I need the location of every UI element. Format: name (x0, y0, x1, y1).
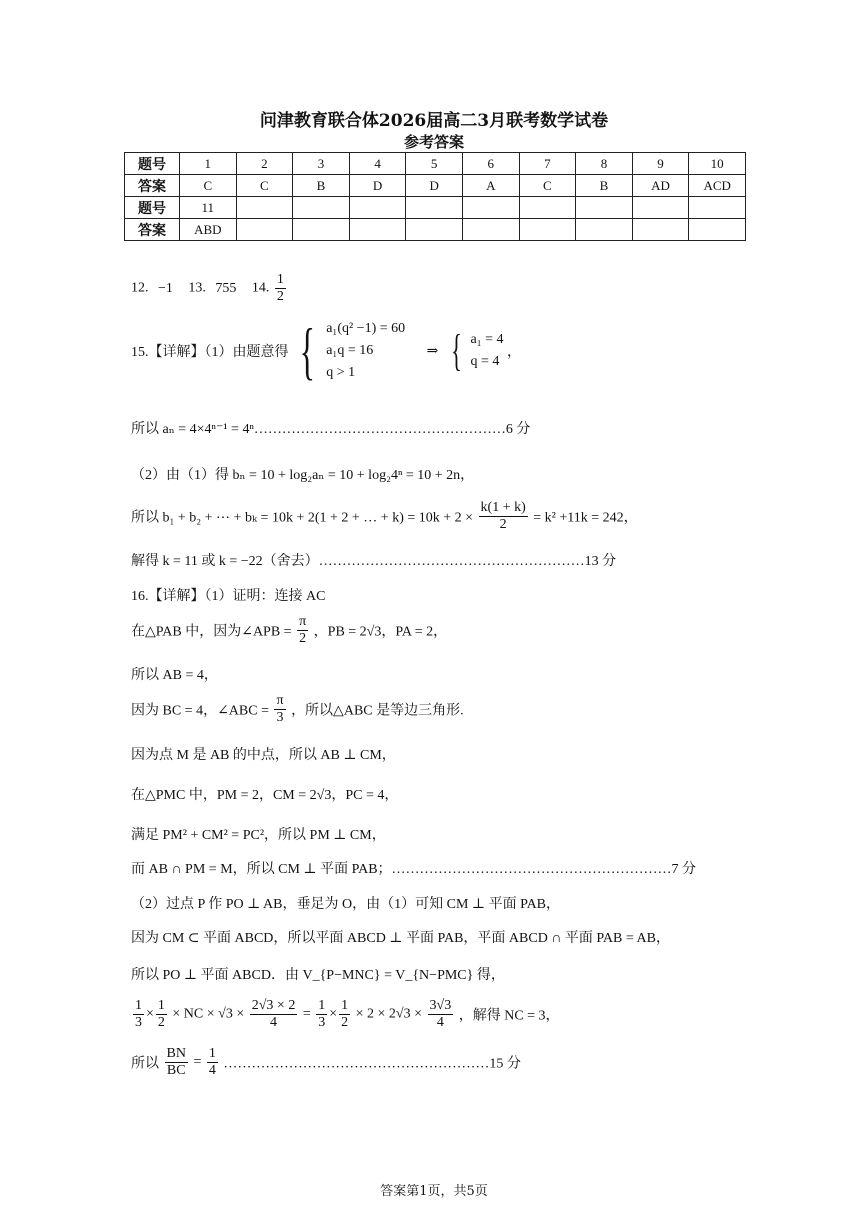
answer-cell: C (519, 175, 576, 197)
question-number: 4 (349, 153, 406, 175)
answer-value: 755 (215, 280, 237, 296)
question-number (576, 197, 633, 219)
q16-final: 所以 $\frac{BN}{BC}$ = $\frac{1}{4}$ …………………………………………………15 分 (131, 1046, 521, 1078)
q16-line: 因为 CM ⊂ 平面 ABCD，所以平面 ABCD ⊥ 平面 PAB，平面 ABCD ∩ 平面 PAB = AB， (131, 931, 670, 946)
answer-cell: AD (632, 175, 689, 197)
question-number (349, 197, 406, 219)
answer-cell (462, 219, 519, 241)
q16-line: 16.【详解】（1）证明：连接 AC (131, 589, 326, 604)
answer-cell (349, 219, 406, 241)
q15-line: 所以 b₁ + b₂ + ⋯ + bₖ = 10k + 2(1 + 2 + … + k) = 10k + 2 × $\frac{k(1 + k)}{2}$ = k² +11k = 242， (131, 500, 638, 532)
question-number: 5 (406, 153, 463, 175)
question-number: 11 (180, 197, 237, 219)
q15-part1: 15.【详解】（1）由题意得 { a₁(q² −1) = 60 a₁q = 16 q > 1 ⇒ { a₁ = 4 q = 4 ， (131, 315, 521, 386)
question-number (519, 197, 576, 219)
q15-line: （2）由（1）得 bₙ = 10 + log₂aₙ = 10 + log₂4ⁿ = 10 + 2n， (131, 468, 475, 483)
answer-cell: ABD (180, 219, 237, 241)
question-number: 1 (180, 153, 237, 175)
fraction: $\frac{1}{3}$ (135, 998, 142, 1030)
fill-in-answers (131, 272, 288, 305)
answer-value: −1 (158, 280, 173, 296)
row-label: 题号 (125, 197, 180, 219)
question-number: 6 (462, 153, 519, 175)
page-footer: 答案第1页，共5页 (380, 1184, 488, 1199)
q16-line: 所以 PO ⊥ 平面 ABCD．由 V_{P−MNC} = V_{N−PMC} 得， (131, 968, 505, 983)
answer-cell (689, 219, 746, 241)
fraction: $\frac{1}{4}$ (208, 1046, 216, 1078)
question-number (236, 197, 293, 219)
q16-line: 满足 PM² + CM² = PC²，所以 PM ⊥ CM， (131, 828, 386, 843)
q16-line: 所以 AB = 4， (131, 668, 218, 683)
page-subtitle: 参考答案 (403, 133, 464, 151)
q16-volume-equation: $\frac{1}{3}$ × $\frac{1}{2}$ × NC × √3 × $\frac{2√3 \times 2}{4}$ = $\frac{1}{3}$ × $\frac{1}{2}$ × 2 × 2√3 × $\frac{3√3}{4}$ ，解得 NC = 3， (135, 998, 560, 1030)
question-number (632, 197, 689, 219)
fraction: $\frac{1}{2}$ (157, 998, 165, 1030)
answer-cell (406, 219, 463, 241)
q16-line: 在△PMC 中，PM = 2，CM = 2√3，PC = 4， (131, 788, 399, 803)
question-number (293, 197, 350, 219)
page-title: 问津教育联合体2026届高二3月联考数学试卷 (259, 111, 609, 131)
q16-line: 而 AB ∩ PM = M，所以 CM ⊥ 平面 PAB；……………………………………………………7 分 (131, 862, 697, 877)
table-row (125, 219, 746, 241)
fraction: $\frac{1}{2}$ (276, 272, 284, 304)
fraction: $\frac{BN}{BC}$ (166, 1046, 186, 1078)
question-number (406, 197, 463, 219)
answer-cell: B (293, 175, 350, 197)
answer-cell: ACD (689, 175, 746, 197)
fraction: $\frac{1}{3}$ (318, 998, 326, 1030)
equation-system: a₁(q² −1) = 60 a₁q = 16 q > 1 (326, 321, 406, 380)
answer-cell: D (349, 175, 406, 197)
question-number: 10 (689, 153, 746, 175)
answer-cell (519, 219, 576, 241)
answer-cell (293, 219, 350, 241)
answer-cell: C (236, 175, 293, 197)
question-number: 7 (519, 153, 576, 175)
q15-line: 解得 k = 11 或 k = −22（舍去）…………………………………………………13 分 (131, 554, 617, 569)
question-number: 2 (236, 153, 293, 175)
table-row (125, 197, 746, 219)
question-number (462, 197, 519, 219)
table-row (125, 175, 746, 197)
question-number: 9 (632, 153, 689, 175)
row-label: 答案 (125, 175, 180, 197)
answer-cell (576, 219, 633, 241)
fraction: $\frac{\pi}{2}$ (299, 614, 307, 646)
answer-cell: C (180, 175, 237, 197)
answer-cell (632, 219, 689, 241)
question-label: 14. (251, 280, 270, 296)
fraction: $\frac{3√3}{4}$ (429, 998, 452, 1030)
question-number: 8 (576, 153, 633, 175)
brace-symbol: { (451, 326, 462, 375)
q16-line: 在△PAB 中，因为∠APB = $\frac{\pi}{2}$ ，PB = 2√3，PA = 2， (131, 614, 448, 646)
answer-cell: A (462, 175, 519, 197)
answer-table (124, 152, 746, 241)
implies-symbol: ⇒ (426, 343, 439, 359)
row-label: 答案 (125, 219, 180, 241)
row-label: 题号 (125, 153, 180, 175)
fraction: $\frac{2√3 \times 2}{4}$ (251, 998, 296, 1030)
q16-line: （2）过点 P 作 PO ⊥ AB，垂足为 O，由（1）可知 CM ⊥ 平面 PAB， (131, 897, 561, 912)
answer-cell: B (576, 175, 633, 197)
brace-symbol: { (299, 315, 316, 386)
q16-line: 因为 BC = 4，∠ABC = $\frac{\pi}{3}$ ，所以△ABC 是等边三角形. (131, 693, 464, 725)
question-number: 3 (293, 153, 350, 175)
question-number (689, 197, 746, 219)
fraction: $\frac{\pi}{3}$ (276, 693, 284, 725)
equation-system-result: a₁ = 4 q = 4 (470, 332, 504, 369)
fraction: $\frac{1}{2}$ (341, 998, 349, 1030)
question-label: 12. (131, 280, 149, 296)
q15-line: 所以 aₙ = 4×4ⁿ⁻¹ = 4ⁿ………………………………………………6 分 (131, 422, 531, 437)
q16-line: 因为点 M 是 AB 的中点，所以 AB ⊥ CM， (131, 748, 396, 763)
table-row (125, 153, 746, 175)
fraction: $\frac{k(1 + k)}{2}$ (480, 500, 526, 532)
answer-cell (236, 219, 293, 241)
question-label: 13. (188, 280, 206, 296)
answer-cell: D (406, 175, 463, 197)
solution-heading: 15.【详解】（1）由题意得 (131, 345, 289, 360)
